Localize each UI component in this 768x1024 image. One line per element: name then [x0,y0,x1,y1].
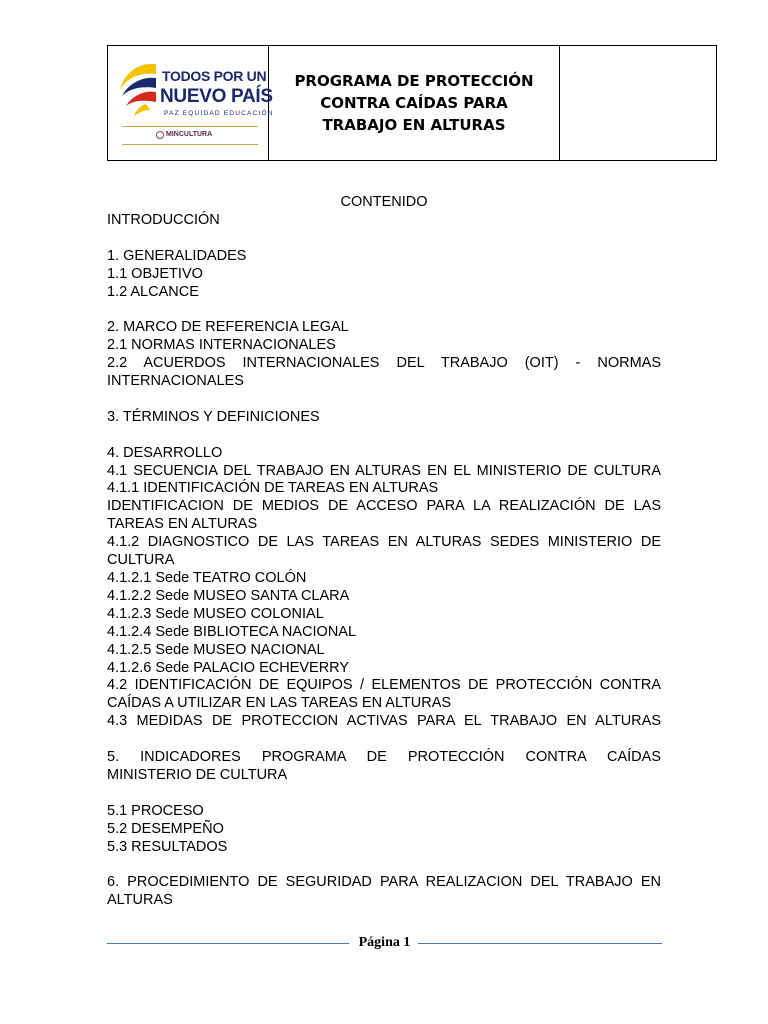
toc-entry: 4.3 MEDIDAS DE PROTECCION ACTIVAS PARA EL TRABAJO EN ALTURAS [107,713,661,730]
toc-entry: 3. TÉRMINOS Y DEFINICIONES [107,408,320,425]
toc-entry: 1.1 OBJETIVO [107,265,203,282]
ministry-name: MINCULTURA [166,131,213,138]
toc-entry: 4.1.2.1 Sede TEATRO COLÓN [107,569,307,586]
title-line-3: TRABAJO EN ALTURAS [322,116,506,134]
ministry-seal-icon [156,131,164,139]
toc-entry: 6. PROCEDIMIENTO DE SEGURIDAD PARA REALIZACION DEL TRABAJO EN [107,874,661,891]
logo-divider [122,126,258,127]
toc-entry: INTERNACIONALES [107,373,244,390]
header-empty-cell [560,46,716,160]
toc-entry: INTRODUCCIÓN [107,211,220,228]
toc-entry: 1.2 ALCANCE [107,283,199,300]
toc-entry: 2.2 ACUERDOS INTERNACIONALES DEL TRABAJO (OIT) - NORMAS [107,355,661,372]
toc-entry: 4.1.2.6 Sede PALACIO ECHEVERRY [107,659,350,676]
toc-entry: 4.1.1 IDENTIFICACIÓN DE TAREAS EN ALTURAS [107,480,439,497]
toc-entry: 2.1 NORMAS INTERNACIONALES [107,337,336,354]
page-footer [107,932,662,956]
document-header [107,45,717,161]
table-of-contents [107,194,661,910]
logo-line1: TODOS POR UN [162,68,267,84]
title-line-2: CONTRA CAÍDAS PARA [320,94,508,112]
toc-entry: 1. GENERALIDADES [107,247,247,264]
toc-entry: 2. MARCO DE REFERENCIA LEGAL [107,319,349,336]
logo-line2: NUEVO PAÍS [160,86,273,107]
toc-entry: 4.1.2 DIAGNOSTICO DE LAS TAREAS EN ALTURAS SEDES MINISTERIO DE [107,534,661,551]
toc-entry: CAÍDAS A UTILIZAR EN LAS TAREAS EN ALTURAS [107,695,452,712]
toc-entry: 5.2 DESEMPEÑO [107,820,224,837]
toc-entry: MINISTERIO DE CULTURA [107,766,288,783]
toc-entry: 4.1.2.4 Sede BIBLIOTECA NACIONAL [107,623,357,640]
page-number: Página 1 [358,935,411,950]
toc-entry: 4. DESARROLLO [107,444,223,461]
logo-cell [108,46,274,160]
toc-entry: CULTURA [107,552,175,569]
toc-entry: 4.1.2.3 Sede MUSEO COLONIAL [107,605,324,622]
footer-rule-right [418,943,662,944]
toc-entry: 5. INDICADORES PROGRAMA DE PROTECCIÓN CONTRA CAÍDAS [107,749,661,766]
flag-swoosh-icon [116,60,160,122]
toc-entry: 4.2 IDENTIFICACIÓN DE EQUIPOS / ELEMENTOS DE PROTECCIÓN CONTRA [107,677,661,694]
toc-entry: 4.1.2.2 Sede MUSEO SANTA CLARA [107,587,350,604]
toc-entry: IDENTIFICACION DE MEDIOS DE ACCESO PARA LA REALIZACIÓN DE LAS [107,498,661,515]
toc-entry: 5.3 RESULTADOS [107,838,228,855]
toc-entry: TAREAS EN ALTURAS [107,516,258,533]
todos-por-un-nuevo-pais-logo [120,60,274,150]
toc-entry: ALTURAS [107,892,173,909]
logo-tagline: PAZ EQUIDAD EDUCACIÓN [164,110,274,117]
toc-heading: CONTENIDO [340,194,428,210]
toc-entry: 5.1 PROCESO [107,802,204,819]
document-title [269,46,560,160]
toc-entry: 4.1 SECUENCIA DEL TRABAJO EN ALTURAS EN EL MINISTERIO DE CULTURA [107,462,661,479]
title-line-1: PROGRAMA DE PROTECCIÓN [294,72,534,90]
toc-entry: 4.1.2.5 Sede MUSEO NACIONAL [107,641,325,658]
logo-divider-bottom [122,144,258,145]
